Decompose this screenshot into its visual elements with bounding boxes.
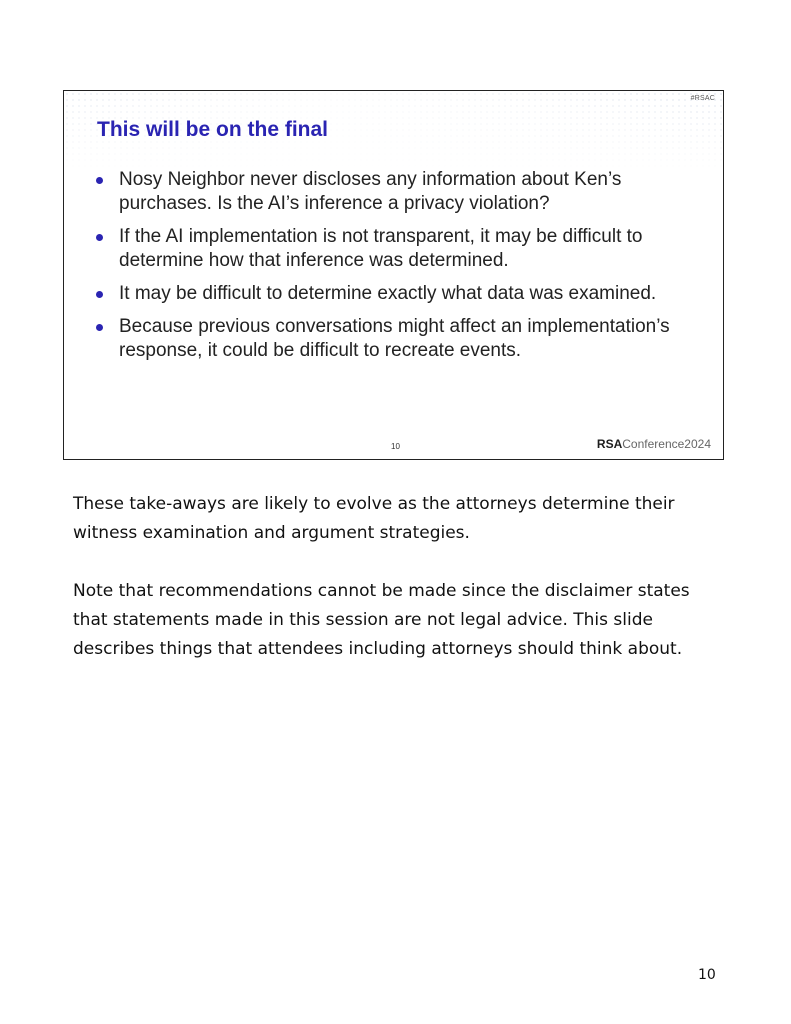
speaker-notes xyxy=(73,490,723,693)
bullet-text: It may be difficult to determine exactly what data was examined. xyxy=(119,283,657,304)
bullet-dot-icon xyxy=(96,324,103,331)
brand-rsa-text: RSA xyxy=(596,437,623,451)
bullet-item xyxy=(94,315,714,363)
notes-paragraph: Note that recommendations cannot be made since the disclaimer states that statements made in this session are not legal advice. This slide describes things that attendees including attorneys should think about. xyxy=(73,581,690,659)
bullet-text: If the AI implementation is not transparent, it may be difficult to determine how that inference was determined. xyxy=(119,226,643,271)
notes-paragraph: These take-aways are likely to evolve as the attorneys determine their witness examination and argument strategies. xyxy=(73,494,675,543)
rsa-conference-logo xyxy=(597,437,711,451)
page-number: 10 xyxy=(698,967,716,983)
bullet-item xyxy=(94,168,714,216)
brand-conference-text: Conference2024 xyxy=(622,437,711,451)
slide-page-number: 10 xyxy=(391,442,400,451)
bullet-dot-icon xyxy=(96,234,103,241)
bullet-list xyxy=(94,168,714,372)
bullet-dot-icon xyxy=(96,291,103,298)
bullet-item xyxy=(94,225,714,273)
rsac-hashtag: #RSAC xyxy=(690,95,715,102)
bullet-dot-icon xyxy=(96,177,103,184)
slide-thumbnail xyxy=(63,90,724,460)
bullet-item xyxy=(94,282,714,306)
bullet-text: Because previous conversations might affect an implementation’s response, it could be difficult to recreate events. xyxy=(119,316,670,361)
bullet-text: Nosy Neighbor never discloses any information about Ken’s purchases. Is the AI’s inference a privacy violation? xyxy=(119,169,622,214)
slide-title: This will be on the final xyxy=(97,118,329,141)
